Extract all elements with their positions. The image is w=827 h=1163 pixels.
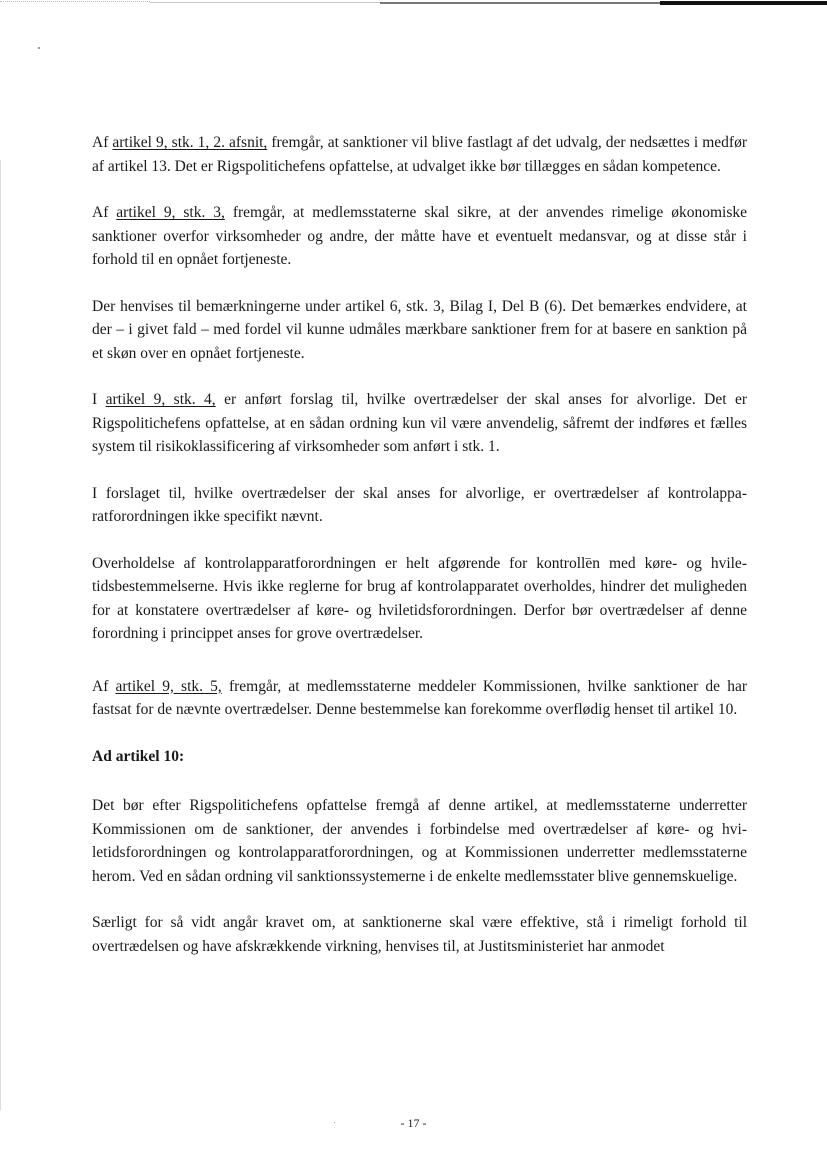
article-reference: artikel 9, stk. 3,	[116, 204, 225, 221]
scan-left-edge	[0, 160, 1, 1110]
paragraph-text: er anført forslag til, hvilke overtrædelser der skal anses for alvorlige. Det er Rigspolitichefens opfattelse, at en sådan ordning kun vil være anvendelig, såfremt der indføres et fælles system til risikoklassificering af virksomheder som anført i stk. 1.	[92, 391, 747, 455]
article-reference: artikel 9, stk. 1, 2. afsnit,	[112, 134, 268, 151]
scan-speck	[38, 47, 40, 49]
paragraph-artikel-10-underretning	[92, 794, 747, 888]
paragraph-text: Der henvises til bemærkningerne under artikel 6, stk. 3, Bilag I, Del B (6). Det bemærkes endvidere, at der – i givet fald – med fordel vil kunne udmåles mærkbare sanktioner frem for at basere en sanktion på et skøn over en opnået fortjeneste.	[92, 297, 747, 362]
paragraph-saerligt-kravet	[92, 911, 747, 958]
paragraph-alvorlige-overtraedelser	[92, 482, 747, 529]
article-reference: artikel 9, stk. 5,	[115, 677, 222, 695]
paragraph-text: Særligt for så vidt angår kravet om, at sanktionerne skal være effektive, stå i rimeligt forhold til overtrædelsen og have afskrækkende virkning, henvises til, at Justitsministeriet har anmodet	[92, 914, 747, 955]
paragraph-kontrolapparatforordningen	[92, 552, 747, 646]
paragraph-text: fremgår, at medlemsstaterne meddeler Kommissionen, hvilke sanktioner de har fastsat for de nævnte overtrædelser. Denne bestemmelse kan forekomme overflødig henset til artikel 10.	[92, 677, 747, 718]
paragraph-artikel-9-stk-3	[92, 201, 747, 272]
scan-line-mid	[380, 2, 660, 4]
paragraph-prefix: Af	[92, 134, 113, 151]
page-number: - 17 -	[400, 1116, 427, 1130]
scan-artifact-top	[0, 0, 827, 8]
paragraph-henvisning-bemaerkninger	[92, 295, 747, 366]
paragraph-prefix: Af	[92, 204, 117, 221]
scan-line-light	[150, 2, 380, 3]
paragraph-text: Overholdelse af kontrolapparatforordningen er helt afgørende for kontrollen med køre- og hviletidsbestemmelserne. Hvis ikke reglerne for brug af kontrolapparatet overholdes, hindrer det muligheden for at konstatere overtrædelser af køre- og hviletidsforordningen. Derfor bør overtrædelser af denne forordning i princippet anses for grove overtrædelser.	[92, 554, 747, 642]
paragraph-artikel-9-stk-4	[92, 388, 747, 459]
document-body	[92, 131, 747, 981]
scan-dots	[0, 1, 150, 4]
paragraph-text: fremgår, at medlemsstaterne skal sikre, at der anvendes rimelige økonomiske sanktioner overfor virksomheder og andre, der måtte have et eventuelt medansvar, og at disse står i forhold til en opnået fortjeneste.	[92, 204, 747, 268]
paragraph-artikel-9-stk-5	[92, 675, 747, 722]
paragraph-artikel-9-stk-1	[92, 131, 747, 178]
article-reference: artikel 9, stk. 4,	[105, 391, 216, 408]
paragraph-prefix: I	[92, 391, 106, 408]
section-heading-artikel-10: Ad artikel 10:	[92, 747, 185, 765]
scan-line-dark	[660, 1, 827, 5]
paragraph-prefix: Af	[92, 677, 116, 695]
paragraph-text: Det bør efter Rigspolitichefens opfattelse fremgå af denne artikel, at medlemsstaterne underretter Kommissionen om de sanktioner, der anvendes i forbindelse med overtrædelser af køre- og hviletidsforordningen og kontrolapparatforordningen, og at Kommissionen underretter medlemsstaterne herom. Ved en sådan ordning vil sanktionssystemerne i de enkelte medlemsstater blive gennemskuelige.	[92, 797, 747, 885]
paragraph-text: fremgår, at sanktioner vil blive fastlagt af det udvalg, der nedsættes i medfør af artikel 13. Det er Rigspolitichefens opfattelse, at udvalget ikke bør tillægges en sådan kompetence.	[92, 134, 747, 175]
paragraph-text: I forslaget til, hvilke overtrædelser der skal anses for alvorlige, er overtrædelser af kontrolapparatforordningen ikke specifikt nævnt.	[92, 484, 747, 525]
